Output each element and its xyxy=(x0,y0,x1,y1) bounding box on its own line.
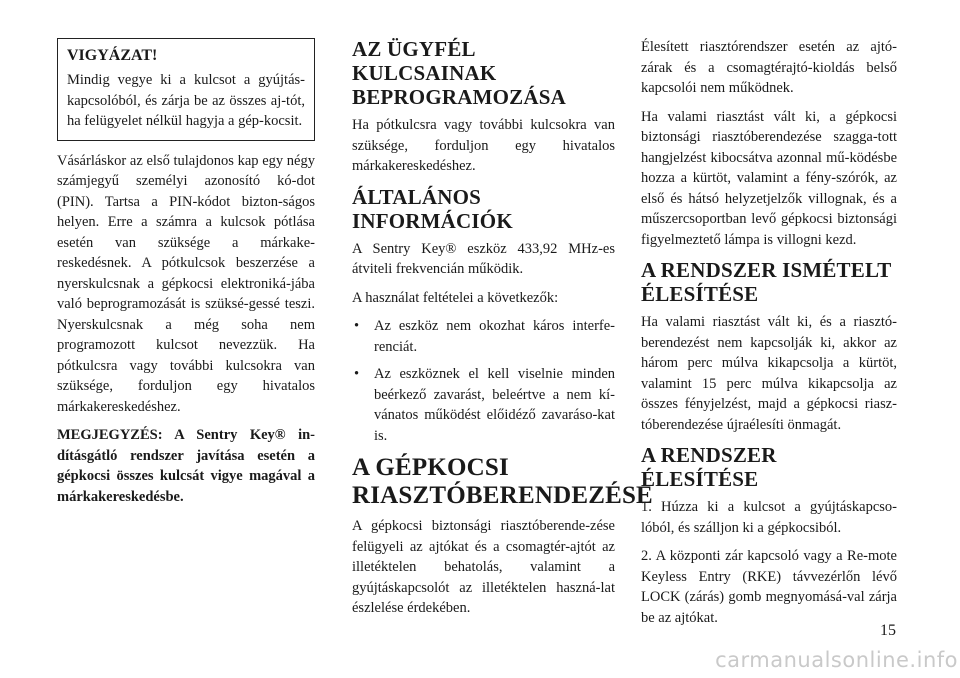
customer-keys-paragraph: Ha pótkulcsra vagy további kulcsokra van szüksége, forduljon egy hivatalos márkakereskedéshez. xyxy=(352,117,615,174)
heading-rearm: A RENDSZER ISMÉTELT ÉLESÍTÉSE xyxy=(641,258,892,306)
note-paragraph: MEGJEGYZÉS: A Sentry Key® in-dításgátló rendszer javítása esetén a gépkocsi összes kulcsát vigye magával a márkakereskedésbe. xyxy=(57,427,315,505)
column-middle xyxy=(352,37,653,619)
watermark: carmanualsonline.info xyxy=(715,648,958,672)
page-number: 15 xyxy=(880,622,896,639)
column-left xyxy=(57,38,315,507)
step-2: 2. A központi zár kapcsoló vagy a Re-mote Keyless Entry (RKE) távvezérlőn lévő LOCK (zárás) gomb megnyomásá-val zárja be az ajtókat. xyxy=(641,548,897,626)
bullet-icon: • xyxy=(354,318,360,334)
heading-general-info: ÁLTALÁNOS INFORMÁCIÓK xyxy=(352,184,513,233)
list-item xyxy=(352,316,615,357)
list-item xyxy=(352,364,615,446)
general-info-paragraph: A Sentry Key® eszköz 433,92 MHz-es átviteli frekvencián működik. xyxy=(352,240,615,277)
column-right xyxy=(641,37,897,636)
rearm-paragraph: Ha valami riasztást vált ki, és a riasztó-berendezést nem kapcsolják ki, akkor az három perc múlva kikapcsolja a kürtöt, valamint 15 perc múlva kikapcsolja az összes fényjelzést, majd a gépkocsi riasz-tóberendezése újraélesíti önmagát. xyxy=(641,314,897,433)
pin-paragraph: Vásárláskor az első tulajdonos kap egy négy számjegyű személyi azonosító kó-dot (PIN). Tartsa a PIN-kódot bizton-ságos helyen. Erre a számra a kulcsok pótlása esetén van szüksége a márkake-reskedésnek. A pótkulcsok beszerzése a nyerskulcsnak a gépkocsi elektroniká-jába való beprogramozását is szüksé-gessé teszi. Nyerskulcsnak a még soha nem programozott kulcsot nevezzük. Ha pótkulcsra vagy további kulcsokra van szüksége, forduljon egy hivatalos márkakereskedéshez. xyxy=(57,152,315,415)
warning-title: VIGYÁZAT! xyxy=(67,47,158,64)
armed-paragraph: Élesített riasztórendszer esetén az ajtó-zárak és a csomagtérajtó-kioldás belső kapcsolói nem működnek. xyxy=(641,39,897,96)
warning-box xyxy=(57,38,315,141)
bullet-icon: • xyxy=(354,366,360,382)
heading-customer-keys: AZ ÜGYFÉL KULCSAINAK BEPROGRAMOZÁSA xyxy=(352,37,566,109)
warning-text: Mindig vegye ki a kulcsot a gyújtás-kapcsolóból, és zárja be az összes aj-tót, ha felügyelet nélkül hagyja a gép-kocsit. xyxy=(67,72,305,129)
list-item-text: Az eszköznek el kell viselnie minden beérkező zavarást, beleértve a nem kí-vánatos működést előidéző zavaráso-kat is. xyxy=(374,366,615,444)
heading-alarm-system: A GÉPKOCSI RIASZTÓBERENDEZÉSE xyxy=(352,454,653,509)
conditions-paragraph: A használat feltételei a következők: xyxy=(352,289,559,306)
list-item-text: Az eszköz nem okozhat káros interfe-renciát. xyxy=(374,318,615,355)
trigger-paragraph: Ha valami riasztást vált ki, a gépkocsi biztonsági riasztóberendezése szagga-tott hangjelzést kibocsátva azonnal mű-ködésbe hozza a kürtöt, valamint a fény-szórók, az első és hátsó helyzetjelzők villognak, és a műszercsoportban levő gépkocsi biztonsági figyelmeztető lámpa is villogni kezd. xyxy=(641,108,897,248)
heading-arming: A RENDSZER ÉLESÍTÉSE xyxy=(641,443,777,491)
conditions-list xyxy=(352,316,615,446)
alarm-paragraph: A gépkocsi biztonsági riasztóberende-zése felügyeli az ajtókat és a csomagtér-ajtót az illetéktelen behatolás, valamint a gyújtáskapcsolót az illetéktelen haszná-lat észlelése érdekében. xyxy=(352,518,615,616)
step-1: 1. Húzza ki a kulcsot a gyújtáskapcso-lóból, és szálljon ki a gépkocsiból. xyxy=(641,499,897,536)
